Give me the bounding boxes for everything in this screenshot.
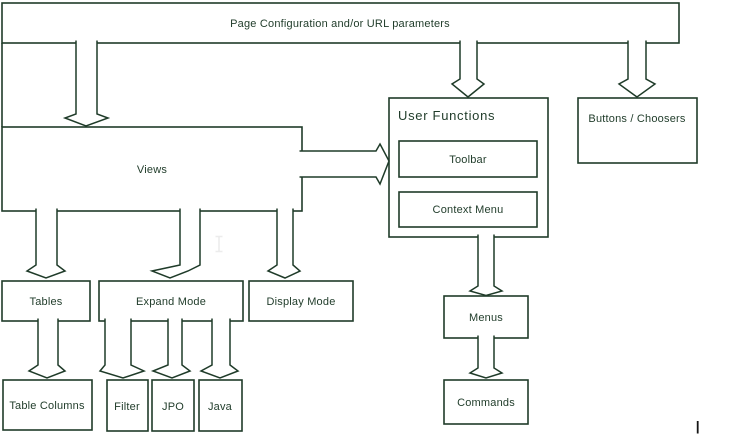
node-commands-label: Commands: [457, 397, 515, 409]
arrow-expandmode-to-filter: [100, 319, 144, 379]
arrow-expandmode-to-jpo: [153, 319, 190, 379]
node-user-functions-label: User Functions: [398, 108, 496, 123]
arrow-tables-to-tablecolumns: [29, 319, 65, 379]
node-jpo-label: JPO: [162, 401, 184, 413]
arrow-pageconfig-to-buttonschoosers: [619, 41, 655, 98]
ibeam-cursor-icon: [216, 237, 223, 252]
node-page-config-label: Page Configuration and/or URL parameters: [230, 18, 450, 30]
arrow-views-to-tables: [27, 209, 65, 279]
text-caret: [697, 421, 699, 434]
node-expand-mode-label: Expand Mode: [135, 296, 207, 308]
node-tables-label: Tables: [29, 296, 63, 308]
node-toolbar-label: Toolbar: [449, 154, 487, 166]
node-java-label: Java: [207, 401, 233, 413]
arrow-views-to-displaymode: [268, 209, 300, 279]
arrow-expandmode-to-java: [201, 319, 238, 379]
node-context-menu-label: Context Menu: [432, 204, 504, 216]
node-filter-label: Filter: [114, 401, 140, 413]
node-buttons-choosers-label: Buttons / Choosers: [588, 113, 686, 125]
node-views-label: Views: [136, 164, 168, 176]
node-display-mode-label: Display Mode: [266, 296, 336, 308]
arrow-pageconfig-to-views: [65, 41, 108, 127]
node-table-columns-label: Table Columns: [9, 400, 85, 412]
arrow-views-to-expandmode: [152, 209, 200, 279]
arrow-menus-to-commands: [470, 336, 502, 379]
arrow-pageconfig-to-userfunctions: [452, 41, 484, 98]
arrow-views-to-userfunctions: [300, 144, 390, 184]
node-menus-label: Menus: [468, 312, 504, 324]
node-buttons-choosers-box: [578, 98, 697, 163]
arrow-userfunctions-to-menus: [470, 235, 502, 296]
